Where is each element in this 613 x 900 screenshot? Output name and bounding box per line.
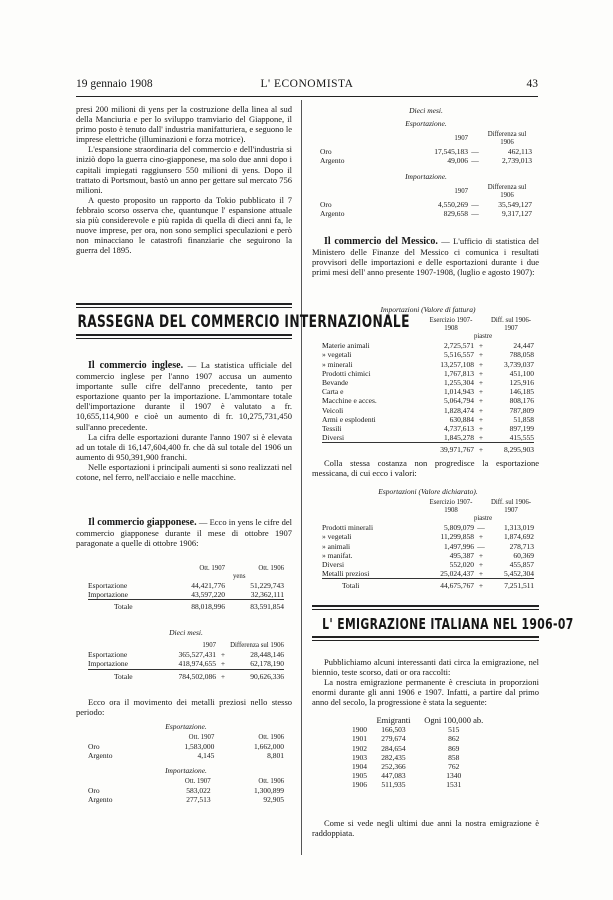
cell: 787,809 bbox=[509, 405, 534, 415]
cell: 277,513 bbox=[186, 794, 211, 804]
column-header: Esercizio 1907-1908 bbox=[429, 499, 473, 515]
cell: 32,362,111 bbox=[250, 590, 284, 600]
row-label: Oro bbox=[88, 785, 100, 795]
row-label: Oro bbox=[320, 199, 332, 209]
table-row bbox=[322, 532, 534, 541]
sign: + bbox=[478, 359, 484, 369]
row-label: » minerali bbox=[322, 359, 353, 369]
cell: 2,739,013 bbox=[502, 156, 532, 166]
cell: 1,313,019 bbox=[504, 523, 534, 533]
cell: 44,421,776 bbox=[191, 581, 225, 590]
table-row bbox=[322, 424, 534, 433]
sign: + bbox=[478, 341, 484, 351]
subsection-heading: Il commercio del Messico. bbox=[324, 236, 438, 247]
cell: 829,658 bbox=[443, 208, 468, 218]
cell: 447,083 bbox=[381, 771, 406, 781]
cell: 4,145 bbox=[197, 751, 215, 761]
table-row bbox=[322, 406, 534, 415]
cell: 1,300,899 bbox=[254, 785, 284, 795]
table-row bbox=[322, 523, 534, 532]
cell: 515 bbox=[448, 725, 460, 735]
column-header: Ott. 1906 bbox=[258, 565, 284, 572]
sign: + bbox=[216, 669, 230, 681]
cell: 90,626,336 bbox=[230, 669, 284, 681]
emigration-conclusion bbox=[312, 818, 539, 838]
japan-metals-continued bbox=[320, 106, 532, 218]
sign: + bbox=[478, 387, 484, 397]
cell: 83,591,854 bbox=[225, 600, 284, 612]
sign: — bbox=[471, 156, 479, 166]
sign: — bbox=[477, 541, 485, 551]
cell: 784,502,086 bbox=[158, 669, 216, 681]
table-row bbox=[88, 751, 284, 760]
column-header: Diff. sul 1906-1907 bbox=[490, 317, 532, 333]
table-row bbox=[322, 569, 534, 579]
cell: 125,916 bbox=[509, 377, 534, 387]
cell: 788,058 bbox=[509, 350, 534, 360]
cell: 583,022 bbox=[186, 785, 211, 795]
section-rule bbox=[312, 636, 539, 641]
table-caption: Esportazioni (Valore dichiarato). bbox=[378, 487, 478, 496]
row-label: Diversi bbox=[322, 559, 345, 569]
cell: 1,828,474 bbox=[444, 405, 474, 415]
column-header: 1907 bbox=[202, 642, 216, 650]
cell: 25,024,437 bbox=[440, 569, 474, 579]
cell: 284,654 bbox=[381, 743, 406, 753]
cell: 897,199 bbox=[509, 423, 534, 433]
cell: 462,113 bbox=[507, 147, 532, 157]
table-caption: Esportazione. bbox=[405, 119, 447, 129]
sign: + bbox=[478, 405, 484, 415]
cell: 869 bbox=[448, 743, 460, 753]
oct-table bbox=[88, 565, 284, 612]
column-header: 1907 bbox=[454, 135, 468, 143]
table-row bbox=[322, 378, 534, 387]
cell: 51,229,743 bbox=[250, 581, 284, 590]
cell: 415,555 bbox=[509, 433, 534, 443]
metalli-table bbox=[88, 722, 284, 804]
column-header: Diff. sul 1906-1907 bbox=[490, 499, 532, 515]
table-row bbox=[88, 650, 284, 659]
cell: 1,845,278 bbox=[444, 433, 474, 443]
table-row bbox=[322, 369, 534, 378]
table-row bbox=[322, 542, 534, 551]
cell: 146,185 bbox=[509, 387, 534, 397]
column-header: Ogni 100,000 ab. bbox=[424, 715, 484, 725]
row-label: 1906 bbox=[352, 780, 367, 790]
table-row bbox=[322, 360, 534, 369]
column-header: Differenza sul 1906 bbox=[230, 642, 284, 650]
table-row bbox=[88, 581, 284, 590]
cell: 4,550,269 bbox=[438, 199, 468, 209]
row-label: Argento bbox=[320, 208, 345, 218]
row-label: Bevande bbox=[322, 377, 349, 387]
cell: 1,255,304 bbox=[444, 377, 474, 387]
sign: — bbox=[471, 208, 479, 218]
row-label: Argento bbox=[88, 794, 113, 804]
row-label: Tessili bbox=[322, 423, 342, 433]
paragraph: Colla stessa costanza non progredisce la esportazione messicana, di cui ecco i valori: bbox=[312, 458, 539, 479]
sign: — bbox=[471, 199, 479, 209]
cell: 51,858 bbox=[513, 414, 534, 424]
cell: 11,299,858 bbox=[440, 532, 474, 542]
table-row bbox=[322, 387, 534, 396]
row-label: » animali bbox=[322, 541, 351, 551]
cell: 1531 bbox=[446, 780, 462, 790]
table-row bbox=[322, 396, 534, 405]
row-label: Materie animali bbox=[322, 341, 370, 351]
table-row bbox=[88, 590, 284, 600]
sign: + bbox=[220, 650, 226, 660]
sign: + bbox=[478, 368, 484, 378]
cell: 552,020 bbox=[449, 559, 474, 569]
row-label: 1900 bbox=[352, 725, 367, 735]
cell: 279,674 bbox=[381, 734, 406, 744]
cell: 28,448,146 bbox=[250, 650, 284, 660]
cell: 8,295,903 bbox=[488, 443, 534, 455]
sign: + bbox=[478, 559, 484, 569]
row-label: Totali bbox=[322, 579, 428, 591]
cell: 451,100 bbox=[509, 368, 534, 378]
inglese-section: Il commercio inglese. — La statistica ufficiale del commercio inglese per l'anno 1907 accusa un aumento importante sulle cifre dell'anno precedente, tanto per esportazione quanto per la importazione. L'ammontare totale dell'importazione durante il 1907 è valutato a fr. 10,655,114,900 e cioè un aumento di fr. 10,275,731,450 sull'anno precedente. La cifra delle esportazioni durante l'anno 1907 si è elevata ad un totale di 16,147,604,400 fr. che dà sul totale del 1906 un aumento di 950,391,900 franchi. Nelle esportazioni i principali aumenti si sono realizzati nel cotone, nel ferro, nell'acciaio e nelle macchine. bbox=[76, 360, 292, 483]
subsection-heading: Il commercio giapponese. bbox=[88, 517, 197, 528]
total-row bbox=[322, 579, 534, 591]
table-row bbox=[88, 795, 284, 804]
sign: + bbox=[478, 569, 484, 579]
cell: 455,857 bbox=[509, 559, 534, 569]
cell: 13,257,108 bbox=[440, 359, 474, 369]
table-row bbox=[352, 734, 492, 743]
column-header: Ott. 1907 bbox=[184, 777, 211, 785]
row-label: Importazione bbox=[88, 590, 128, 600]
sign: + bbox=[478, 414, 484, 424]
table-row bbox=[88, 786, 284, 795]
sign: + bbox=[478, 396, 484, 406]
row-label: 1903 bbox=[352, 752, 367, 762]
cell: 17,545,183 bbox=[434, 147, 468, 157]
sign: + bbox=[474, 579, 488, 591]
header-journal-title: L' ECONOMISTA bbox=[260, 78, 354, 90]
row-label: 1901 bbox=[352, 734, 367, 744]
row-label: Prodotti chimici bbox=[322, 368, 371, 378]
column-header: Esercizio 1907-1908 bbox=[429, 317, 473, 333]
giapponese-section: Il commercio giapponese. — Ecco in yens le cifre del commercio giapponese durante il mese di ottobre 1907 paragonate a quelle di ottobre 1906: bbox=[76, 517, 292, 549]
cell: 2,725,571 bbox=[444, 341, 474, 351]
cell: 418,974,655 bbox=[178, 659, 216, 669]
row-label: Macchine e acces. bbox=[322, 396, 377, 406]
cell: 5,064,794 bbox=[444, 396, 474, 406]
row-label: » manifat. bbox=[322, 550, 353, 560]
table-caption: Esportazione. bbox=[165, 722, 207, 731]
table-row bbox=[320, 147, 532, 156]
row-label: Totale bbox=[88, 600, 166, 612]
cell: 44,675,767 bbox=[428, 579, 474, 591]
row-label: Prodotti minerali bbox=[322, 523, 374, 533]
unit-label: yens bbox=[233, 573, 246, 580]
table-row bbox=[88, 659, 284, 669]
row-label: 1902 bbox=[352, 743, 367, 753]
column-divider bbox=[301, 100, 302, 855]
emigration-title-block bbox=[312, 605, 574, 641]
paragraph: L'espansione straordinaria del commercio e dell'industria si iniziò dopo la guerra cino-giapponese, ma solo due anni dopo i capitali impiegati raggiunsero 550 milioni di yens. Dopo il trattato di Portsmout, bastò un anno per gettare sul mercato 756 milioni. bbox=[76, 144, 292, 195]
table-row bbox=[320, 156, 532, 165]
row-label bbox=[322, 443, 428, 455]
row-label: » vegetali bbox=[322, 532, 352, 542]
column-header: Ott. 1906 bbox=[258, 734, 284, 742]
metalli-intro bbox=[76, 697, 292, 717]
cell: 630,884 bbox=[449, 414, 474, 424]
cell: 1,767,813 bbox=[444, 368, 474, 378]
section-rule bbox=[312, 605, 539, 610]
paragraph: La nostra emigrazione permanente è cresciuta in proporzioni enormi durante gli anni 1906 e 1907. Infatti, a partire dal primo anno del secolo, la progressione è stata la seguente: bbox=[312, 677, 539, 708]
row-label: Totale bbox=[88, 669, 158, 681]
messico-section: Il commercio del Messico. — L'ufficio di statistica del Ministero delle Finanze del Messico ci comunica i resultati provvisori delle importazioni e delle esportazioni durante i due primi mesi dell' anno presente 1907-1908, (luglio e agosto 1907): bbox=[312, 236, 540, 278]
emigration-table bbox=[352, 716, 492, 790]
table-row bbox=[352, 780, 492, 789]
cell: 5,809,079 bbox=[444, 523, 474, 533]
cell: 39,971,767 bbox=[428, 443, 474, 455]
table-row bbox=[322, 551, 534, 560]
row-label: Esportazione bbox=[88, 581, 128, 590]
sign: + bbox=[478, 377, 484, 387]
emigration-section bbox=[312, 657, 539, 707]
table-row bbox=[322, 415, 534, 424]
section-title: RASSEGNA DEL COMMERCIO INTERNAZIONALE bbox=[77, 312, 410, 332]
cell: 9,317,127 bbox=[502, 208, 532, 218]
cell: 49,006 bbox=[447, 156, 468, 166]
table-row bbox=[322, 341, 534, 350]
paragraph: presi 200 milioni di yens per la costruzione della linea al sud della Manciuria e per lo sviluppo tramviario del Giappone, il primo posto è tenuto dall' industria manifatturiera, e seguono le imprese elettriche (illuminazioni e forza motrice). bbox=[76, 104, 292, 145]
table-row bbox=[322, 350, 534, 359]
paragraph: Ecco ora il movimento dei metalli preziosi nello stesso periodo: bbox=[76, 697, 292, 718]
cell: 1,583,000 bbox=[184, 742, 215, 752]
column-header: Differenza sul 1906 bbox=[487, 131, 527, 147]
paragraph: L'ufficio di statistica del Ministero delle Finanze del Messico ci comunica i resultati provvisori delle importazioni e delle esportazioni durante i due primi mesi dell' anno presente 1907-1908, (luglio e agosto 1907): bbox=[312, 236, 540, 278]
sign: — bbox=[471, 147, 479, 157]
unit-label: piastre bbox=[474, 515, 493, 523]
header-date: 19 gennaio 1908 bbox=[76, 78, 153, 90]
table-row bbox=[352, 725, 492, 734]
row-label: Diversi bbox=[322, 433, 345, 443]
cell: 252,366 bbox=[381, 762, 406, 772]
header-page-number: 43 bbox=[526, 78, 538, 90]
cell: 4,737,613 bbox=[444, 423, 474, 433]
paragraph: Come si vede negli ultimi due anni la nostra emigrazione è raddoppiata. bbox=[312, 818, 539, 839]
section-rule bbox=[76, 334, 292, 339]
section-rule bbox=[76, 303, 292, 308]
row-label: » vegetali bbox=[322, 350, 352, 360]
section-block bbox=[76, 303, 410, 339]
cell: 858 bbox=[448, 752, 460, 762]
row-label: 1904 bbox=[352, 762, 367, 772]
sign: — bbox=[477, 523, 485, 533]
table-caption: Importazioni (Valore di fattura) bbox=[380, 305, 476, 314]
sign: + bbox=[478, 423, 484, 433]
table-caption: Dieci mesi. bbox=[169, 628, 203, 637]
row-label: Esportazione bbox=[88, 650, 128, 660]
table-row bbox=[88, 742, 284, 751]
cell: 278,713 bbox=[509, 541, 534, 551]
cell: 365,527,431 bbox=[178, 650, 216, 660]
row-label: Argento bbox=[88, 751, 113, 761]
row-label: Argento bbox=[320, 156, 345, 166]
cell: 1,014,943 bbox=[444, 387, 474, 397]
total-row bbox=[88, 669, 284, 681]
table-row bbox=[352, 762, 492, 771]
row-label: Armi e esplodenti bbox=[322, 414, 376, 424]
column-header: Ott. 1906 bbox=[258, 777, 284, 785]
cell: 1,497,996 bbox=[444, 541, 474, 551]
row-label: Importazione bbox=[88, 659, 128, 669]
column-header: Ott. 1907 bbox=[199, 565, 225, 572]
paragraph: La statistica ufficiale del commercio inglese per l'anno 1907 accusa un aumento importante sulle cifre dell'anno precedente, tanto per esportazione quanto per la importazione. L'ammontare totale dell'importazione durante il 1907 è valutato a fr. 10,655,114,900 e cioè un aumento di fr. 10,275,731,450 sull'anno precedente. bbox=[76, 360, 292, 432]
sign: + bbox=[478, 433, 484, 443]
cell: 43,597,220 bbox=[191, 590, 225, 600]
cell: 62,178,190 bbox=[250, 659, 284, 669]
sign: + bbox=[220, 659, 226, 669]
row-label: Oro bbox=[88, 742, 100, 752]
cell: 511,935 bbox=[381, 780, 406, 790]
paragraph: Ecco in yens le cifre del commercio giapponese durante il mese di ottobre 1907 paragonate a quelle di ottobre 1906: bbox=[76, 517, 292, 549]
cell: 808,176 bbox=[509, 396, 534, 406]
row-label: Oro bbox=[320, 147, 332, 157]
paragraph: Pubblichiamo alcuni interessanti dati circa la emigrazione, nel biennio, teste scorso, dati or ora raccolti: bbox=[312, 657, 539, 678]
paragraph: Nelle esportazioni i principali aumenti si sono realizzati nel cotone, nel ferro, nell'acciaio e nelle macchine. bbox=[76, 461, 292, 483]
sign: + bbox=[474, 443, 488, 455]
column-header: 1907 bbox=[454, 187, 468, 195]
mexico-exports-table bbox=[322, 487, 534, 591]
row-label: Veicoli bbox=[322, 405, 344, 415]
cell: 5,516,557 bbox=[444, 350, 474, 360]
cell: 1,874,692 bbox=[504, 532, 534, 542]
sign: + bbox=[478, 550, 484, 560]
cell: 24,447 bbox=[513, 341, 534, 351]
total-row bbox=[88, 600, 284, 612]
header-rule bbox=[76, 96, 538, 97]
table-caption: Importazione. bbox=[405, 171, 447, 181]
total-row bbox=[322, 443, 534, 455]
cell: 1340 bbox=[446, 771, 462, 781]
column-header: Differenza sul 1906 bbox=[487, 183, 527, 199]
column-header: Emigranti bbox=[376, 715, 411, 725]
table-row bbox=[322, 560, 534, 569]
subsection-heading: Il commercio inglese. bbox=[88, 360, 184, 371]
table-row bbox=[352, 744, 492, 753]
cell: 495,387 bbox=[449, 550, 474, 560]
unit-label: piastre bbox=[474, 333, 493, 341]
mexico-imports-table bbox=[322, 305, 534, 455]
cell: 60,369 bbox=[513, 550, 534, 560]
cell: 166,503 bbox=[381, 725, 406, 735]
cell: 8,801 bbox=[267, 751, 284, 761]
section-title: L' EMIGRAZIONE ITALIANA NEL 1906-07 bbox=[322, 615, 574, 633]
paragraph: La cifra delle esportazioni durante l'anno 1907 si è elevata ad un totale di 16,147,604,400 fr. che dà sul totale del 1906 un aumento di 950,391,900 franchi. bbox=[76, 431, 292, 462]
running-header bbox=[76, 78, 538, 92]
table-row bbox=[352, 771, 492, 780]
row-label: Metalli preziosi bbox=[322, 569, 370, 579]
cell: 92,905 bbox=[263, 794, 284, 804]
cell: 3,739,037 bbox=[504, 359, 534, 369]
table-row bbox=[352, 753, 492, 762]
cell: 7,251,511 bbox=[488, 579, 534, 591]
left-column bbox=[76, 104, 292, 255]
cell: 35,549,127 bbox=[498, 199, 532, 209]
cell: 862 bbox=[448, 734, 460, 744]
messico-p2 bbox=[312, 458, 539, 478]
table-row bbox=[320, 209, 532, 218]
table-caption: Importazione. bbox=[165, 765, 207, 775]
cell: 88,018,996 bbox=[166, 600, 225, 612]
paragraph: A questo proposito un rapporto da Tokio pubblicato il 7 febbraio scorso osserva che, quantunque l' espansione attuale sia più considerevole e più rapida di quella di dieci anni fa, le nuove imprese, per ora, non sono semplici speculazioni e però non minacciano le catastrofi finanziarie che seguirono la guerra del 1895. bbox=[76, 194, 292, 256]
cell: 5,452,304 bbox=[504, 569, 534, 579]
cell: 1,662,000 bbox=[254, 742, 284, 752]
cell: 762 bbox=[448, 762, 460, 772]
table-row bbox=[320, 200, 532, 209]
table-row bbox=[322, 433, 534, 443]
cell: 282,435 bbox=[381, 752, 406, 762]
sign: + bbox=[478, 532, 484, 542]
row-label: 1905 bbox=[352, 771, 367, 781]
table-caption: Dieci mesi. bbox=[409, 106, 443, 115]
row-label: Carta e bbox=[322, 387, 344, 397]
column-header: Ott. 1907 bbox=[188, 734, 215, 742]
sign: + bbox=[478, 350, 484, 360]
dieci-mesi-table bbox=[88, 628, 284, 681]
